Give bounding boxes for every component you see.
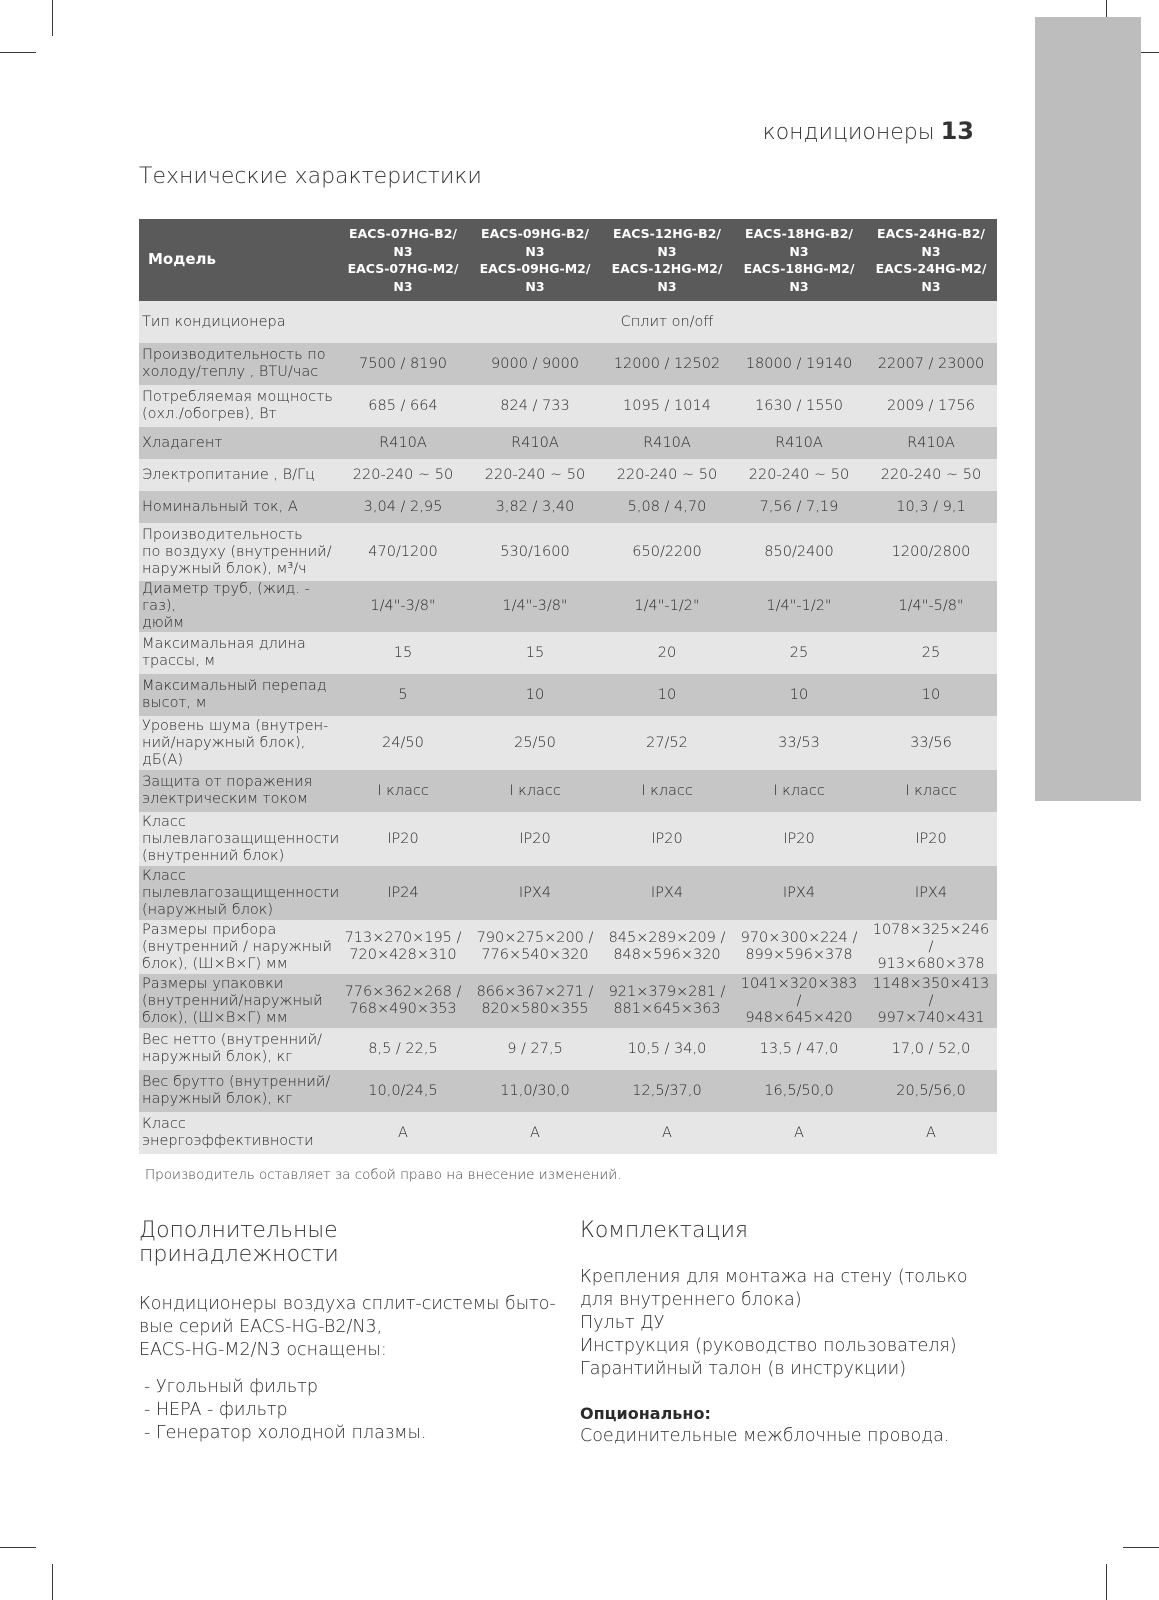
table-row: [139, 974, 997, 1028]
row-value: 10,0/24,5: [368, 1082, 438, 1099]
table-row: [139, 491, 997, 523]
table-row: [139, 427, 997, 459]
row-value: I класс: [641, 782, 693, 799]
row-value: 1/4"-3/8": [502, 598, 568, 614]
table-row: [139, 385, 997, 427]
crop-mark: [52, 1564, 53, 1600]
row-value: R410A: [775, 434, 823, 451]
package-title: Комплектация: [580, 1218, 748, 1243]
table-row: [139, 1112, 997, 1154]
row-value: R410A: [643, 434, 691, 451]
model-header: EACS-18HG-B2/ N3 EACS-18HG-M2/ N3: [743, 226, 855, 294]
row-value: 824 / 733: [500, 397, 570, 414]
optional-text: Соединительные межблочные провода.: [580, 1426, 950, 1446]
row-label: Уровень шума (внутрен- ний/наружный блок), дБ(А): [142, 717, 329, 768]
row-value: 9 / 27,5: [507, 1040, 563, 1057]
table-row: [139, 632, 997, 674]
accessories-list: [139, 1376, 559, 1445]
model-header: EACS-09HG-B2/ N3 EACS-09HG-M2/ N3: [479, 226, 591, 294]
table-row: [139, 459, 997, 491]
row-value: 220-240 ~ 50: [616, 466, 718, 483]
row-value: 20,5/56,0: [896, 1082, 966, 1099]
row-label: Класс пылевлагозащищенности (внутренний блок): [142, 813, 340, 864]
table-row: [139, 812, 997, 866]
row-value: 18000 / 19140: [745, 355, 853, 372]
row-value: 9000 / 9000: [491, 355, 579, 372]
row-value: 7500 / 8190: [359, 355, 447, 372]
crop-mark: [52, 0, 53, 36]
row-value: 33/53: [778, 734, 820, 751]
row-value: 10: [525, 686, 545, 703]
row-value: 866×367×271 / 820×580×355: [476, 984, 594, 1017]
row-value: 25: [789, 644, 809, 661]
row-value: 1/4"-5/8": [898, 598, 964, 614]
accessories-intro: Кондиционеры воздуха сплит-системы быто- вые серий EACS-HG-B2/N3, EACS-HG-M2/N3 оснащены:: [139, 1294, 556, 1360]
row-value: 16,5/50,0: [764, 1082, 834, 1099]
row-value: A: [794, 1124, 804, 1141]
row-value: 1200/2800: [891, 543, 971, 560]
row-value: 15: [525, 644, 545, 661]
package-item: Пульт ДУ: [580, 1313, 665, 1333]
row-value: 220-240 ~ 50: [484, 466, 586, 483]
row-value: 1148×350×413 / 997×740×431: [872, 975, 990, 1026]
table-row: [139, 770, 997, 812]
accessory-item: - Угольный фильтр: [144, 1377, 318, 1397]
row-label: Класс энергоэффективности: [142, 1116, 314, 1149]
row-value: 5,08 / 4,70: [627, 498, 707, 515]
row-value: 27/52: [646, 734, 688, 751]
table-row-type: [139, 301, 997, 343]
row-value: 25: [921, 644, 941, 661]
row-label: Защита от поражения электрическим током: [142, 774, 313, 807]
row-value: 15: [393, 644, 413, 661]
crop-mark: [0, 1547, 36, 1548]
row-value: 1095 / 1014: [623, 397, 711, 414]
row-label: Номинальный ток, А: [142, 498, 298, 515]
spec-table: [139, 219, 997, 1154]
row-value: 970×300×224 / 899×596×378: [740, 930, 858, 963]
table-header-row: [139, 219, 997, 301]
row-value: I класс: [509, 782, 561, 799]
row-value: 470/1200: [368, 543, 438, 560]
row-label: Вес нетто (внутренний/ наружный блок), кг: [142, 1032, 323, 1065]
table-row: [139, 920, 997, 974]
row-value: 24/50: [382, 734, 424, 751]
table-row: [139, 1070, 997, 1112]
row-value: 10,5 / 34,0: [627, 1040, 707, 1057]
row-value: 1/4"-1/2": [634, 598, 700, 614]
row-value: IPX4: [518, 884, 552, 901]
row-value: 20: [657, 644, 677, 661]
row-value: 7,56 / 7,19: [759, 498, 839, 515]
row-value: 10: [657, 686, 677, 703]
row-value: 12000 / 12502: [613, 355, 721, 372]
row-value: I класс: [377, 782, 429, 799]
row-value: IP20: [783, 830, 815, 847]
package-item: Гарантийный талон (в инструкции): [580, 1359, 907, 1379]
disclaimer-note: Производитель оставляет за собой право на внесение изменений.: [145, 1167, 622, 1183]
table-row: [139, 716, 997, 770]
row-label: Тип кондиционера: [142, 313, 286, 330]
package-item: Крепления для монтажа на стену (только для внутреннего блока): [580, 1267, 968, 1310]
row-value: R410A: [907, 434, 955, 451]
table-body: [139, 301, 997, 1154]
row-value: 1041×320×383 / 948×645×420: [740, 975, 858, 1026]
row-value: 25/50: [514, 734, 556, 751]
table-row: [139, 866, 997, 920]
row-value: 1078×325×246 / 913×680×378: [872, 921, 990, 972]
row-value: 22007 / 23000: [877, 355, 985, 372]
model-header: EACS-24HG-B2/ N3 EACS-24HG-M2/ N3: [875, 226, 987, 294]
package-item: Инструкция (руководство пользователя): [580, 1336, 957, 1356]
row-label: Вес брутто (внутренний/ наружный блок), кг: [142, 1074, 331, 1107]
table-row: [139, 674, 997, 716]
row-value: 1/4"-1/2": [766, 598, 832, 614]
row-value: 1630 / 1550: [755, 397, 843, 414]
table-row: [139, 343, 997, 385]
row-value: 1/4"-3/8": [370, 598, 436, 614]
row-value: I класс: [905, 782, 957, 799]
accessory-item: - HEPA - фильтр: [144, 1400, 288, 1420]
row-value: I класс: [773, 782, 825, 799]
table-row: [139, 1028, 997, 1070]
page-title: Технические характеристики: [139, 164, 482, 189]
row-value: 685 / 664: [368, 397, 438, 414]
section-name: кондиционеры: [762, 120, 935, 145]
row-value: IP20: [915, 830, 947, 847]
row-value: 10: [789, 686, 809, 703]
row-value: 220-240 ~ 50: [748, 466, 850, 483]
row-value: 12,5/37,0: [632, 1082, 702, 1099]
row-value: 713×270×195 / 720×428×310: [344, 930, 462, 963]
row-label: Класс пылевлагозащищенности (наружный блок): [142, 867, 340, 918]
row-value: 17,0 / 52,0: [891, 1040, 971, 1057]
row-label: Потребляемая мощность (охл./обогрев), Вт: [142, 389, 333, 422]
row-value: IPX4: [650, 884, 684, 901]
crop-mark: [1123, 1547, 1159, 1548]
row-label: Хладагент: [142, 434, 223, 451]
optional-title: Опционально:: [580, 1404, 711, 1423]
row-value: IP24: [387, 884, 419, 901]
row-value: R410A: [379, 434, 427, 451]
row-label: Производительность по холоду/теплу , BTU/час: [142, 347, 326, 380]
package-list: [580, 1266, 1000, 1381]
row-label: Максимальная длина трассы, м: [142, 636, 306, 669]
crop-mark: [1106, 1564, 1107, 1600]
row-value: 850/2400: [764, 543, 834, 560]
row-value: 220-240 ~ 50: [352, 466, 454, 483]
row-value: 220-240 ~ 50: [880, 466, 982, 483]
row-label: Максимальный перепад высот, м: [142, 678, 327, 711]
row-value: IP20: [519, 830, 551, 847]
row-label: Размеры упаковки (внутренний/наружный блок), (Ш×В×Г) мм: [142, 975, 323, 1026]
row-value: 921×379×281 / 881×645×363: [608, 984, 726, 1017]
row-value: IP20: [387, 830, 419, 847]
accessories-title: Дополнительные принадлежности: [139, 1218, 339, 1267]
row-value: 5: [398, 686, 408, 703]
row-label: Размеры прибора (внутренний / наружный блок), (Ш×В×Г) мм: [142, 921, 332, 972]
model-label: Модель: [148, 250, 216, 269]
row-value: 33/56: [910, 734, 952, 751]
model-header: EACS-07HG-B2/ N3 EACS-07HG-M2/ N3: [347, 226, 459, 294]
row-value: 13,5 / 47,0: [759, 1040, 839, 1057]
row-value: 530/1600: [500, 543, 570, 560]
row-value: 650/2200: [632, 543, 702, 560]
row-value: 3,04 / 2,95: [363, 498, 443, 515]
row-value: 8,5 / 22,5: [368, 1040, 438, 1057]
row-value: A: [398, 1124, 408, 1141]
row-value: 776×362×268 / 768×490×353: [344, 984, 462, 1017]
side-tab: [1035, 17, 1141, 801]
page-number: 13: [940, 117, 974, 145]
row-value: 845×289×209 / 848×596×320: [608, 930, 726, 963]
row-value: 790×275×200 / 776×540×320: [476, 930, 594, 963]
page-header: [763, 117, 974, 145]
row-label: Производительность по воздуху (внутренний/ наружный блок), м³/ч: [142, 526, 332, 577]
row-value: A: [530, 1124, 540, 1141]
row-value: IPX4: [782, 884, 816, 901]
accessories-section: [139, 1219, 559, 1445]
row-value: 3,82 / 3,40: [495, 498, 575, 515]
row-value: 10,3 / 9,1: [896, 498, 966, 515]
row-label: Диаметр труб, (жид. - газ), дюйм: [142, 581, 310, 631]
accessory-item: - Генератор холодной плазмы.: [144, 1423, 427, 1443]
table-row: [139, 523, 997, 581]
model-header: EACS-12HG-B2/ N3 EACS-12HG-M2/ N3: [611, 226, 723, 294]
row-value: A: [662, 1124, 672, 1141]
package-section: [580, 1219, 1000, 1448]
row-value: 10: [921, 686, 941, 703]
row-value: R410A: [511, 434, 559, 451]
row-value: IP20: [651, 830, 683, 847]
crop-mark: [0, 52, 36, 53]
row-label: Электропитание , В/Гц: [142, 466, 315, 483]
row-value: A: [926, 1124, 936, 1141]
row-value: IPX4: [914, 884, 948, 901]
row-value: 2009 / 1756: [887, 397, 975, 414]
row-value: 11,0/30,0: [500, 1082, 570, 1099]
table-row: [139, 581, 997, 632]
type-value: Сплит on/off: [620, 313, 714, 330]
